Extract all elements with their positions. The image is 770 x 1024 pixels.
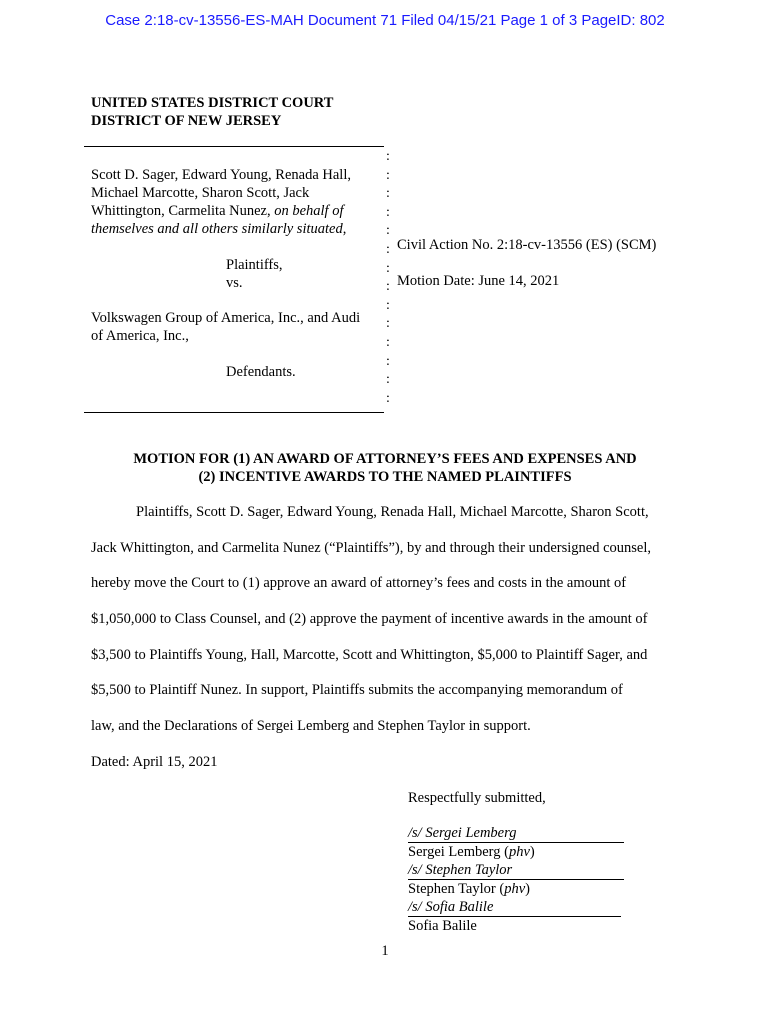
closing: Respectfully submitted, — [408, 790, 546, 806]
civil-action-number: Civil Action No. 2:18-cv-13556 (ES) (SCM) — [397, 237, 657, 253]
ecf-header-stamp: Case 2:18-cv-13556-ES-MAH Document 71 Filed 04/15/21 Page 1 of 3 PageID: 802 — [105, 12, 665, 29]
body-line: law, and the Declarations of Sergei Lemberg and Stephen Taylor in support. — [91, 718, 531, 734]
body-line: $1,050,000 to Class Counsel, and (2) approve the payment of incentive awards in the amount of — [91, 611, 648, 627]
signature-line: /s/ Sofia Balile — [408, 898, 621, 917]
signature-line: /s/ Sergei Lemberg — [408, 824, 624, 843]
caption-colon-column: : : : : : : : : : : : : : : — [386, 149, 390, 406]
plaintiffs-label: Plaintiffs, — [226, 257, 283, 273]
body-line: $3,500 to Plaintiffs Young, Hall, Marcotte, Scott and Whittington, $5,000 to Plaintiff Sager, and — [91, 647, 648, 663]
defendants-label: Defendants. — [226, 364, 296, 380]
dated-line: Dated: April 15, 2021 — [91, 754, 218, 770]
signature-block: /s/ Sergei Lemberg Sergei Lemberg (phv) /s/ Stephen Taylor Stephen Taylor (phv) /s/ Sofia Balile Sofia Balile — [408, 824, 624, 935]
court-name: UNITED STATES DISTRICT COURT — [91, 95, 334, 111]
page-number: 1 — [381, 943, 389, 959]
body-line: $5,500 to Plaintiff Nunez. In support, Plaintiffs submits the accompanying memorandum of — [91, 682, 623, 698]
court-district: DISTRICT OF NEW JERSEY — [91, 113, 282, 129]
caption-bottom-rule — [84, 412, 384, 413]
body-line: Plaintiffs, Scott D. Sager, Edward Young, Renada Hall, Michael Marcotte, Sharon Scott, — [136, 504, 649, 520]
signature-line: /s/ Stephen Taylor — [408, 861, 624, 880]
caption-plaintiffs: Scott D. Sager, Edward Young, Renada Hall, Michael Marcotte, Sharon Scott, Jack Whittington, Carmelita Nunez, on behalf of themselves and all others similarly situated, — [91, 167, 351, 237]
body-line: hereby move the Court to (1) approve an award of attorney’s fees and costs in the amount of — [91, 575, 627, 591]
caption-top-rule — [84, 146, 384, 147]
versus-label: vs. — [226, 275, 243, 291]
motion-date: Motion Date: June 14, 2021 — [397, 273, 560, 289]
motion-title: MOTION FOR (1) AN AWARD OF ATTORNEY’S FEES AND EXPENSES AND (2) INCENTIVE AWARDS TO THE NAMED PLAINTIFFS — [133, 451, 637, 485]
caption-defendants: Volkswagen Group of America, Inc., and Audi of America, Inc., — [91, 310, 361, 344]
court-heading — [91, 94, 333, 130]
body-line: Jack Whittington, and Carmelita Nunez (“Plaintiffs”), by and through their undersigned counsel, — [91, 540, 651, 556]
